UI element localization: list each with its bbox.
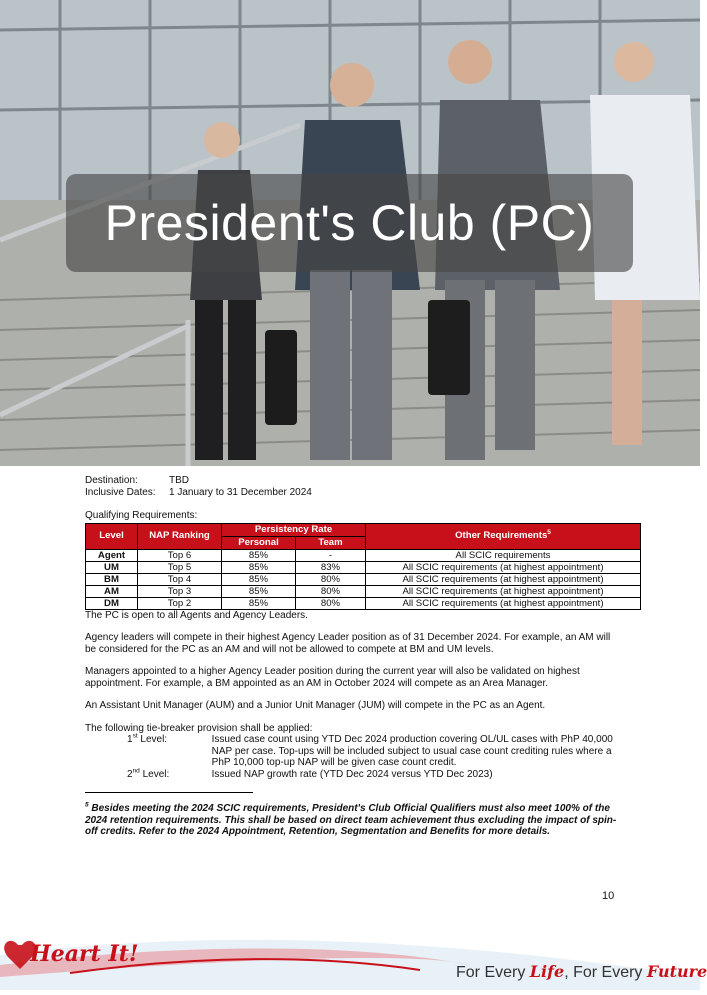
hero-photo	[0, 0, 700, 466]
tiebreaker-intro: The following tie-breaker provision shall be applied:	[85, 722, 313, 734]
footer-tagline: For Every Life, For Every Future	[456, 962, 707, 981]
col-nap-ranking: NAP Ranking	[138, 523, 222, 549]
paragraph-appointed: Managers appointed to a higher Agency Leader position during the current year will also be validated on highest appointment. For example, a BM appointed as an AM in October 2024 will compete as an Area Manager.	[85, 666, 580, 689]
requirements-heading: Qualifying Requirements:	[85, 510, 198, 521]
paragraph-open: The PC is open to all Agents and Agency Leaders.	[85, 609, 308, 621]
col-other: Other Requirements$^5$	[366, 523, 641, 549]
table-row: BM Top 4 85% 80% All SCIC requirements (at highest appointment)	[86, 573, 641, 585]
paragraph-aum: An Assistant Unit Manager (AUM) and a Junior Unit Manager (JUM) will compete in the PC as an Agent.	[85, 700, 546, 711]
page-number: 10	[602, 890, 615, 902]
heart-it-logo	[0, 931, 139, 989]
footnote: $^5$ Besides meeting the 2024 SCIC requirements, President's Club Official Qualifiers must also meet 100% of the 2024 retention requirements. This shall be based on direct team achievement thus excluding the impact of spin-off credits. Refer to the 2024 Appointment, Retention, Segmentation and Benefits for more details.	[85, 801, 617, 837]
dates-label: Inclusive Dates:	[85, 486, 156, 498]
dates-value: 1 January to 31 December 2024	[169, 486, 312, 498]
table-row: UM Top 5 85% 83% All SCIC requirements (at highest appointment)	[86, 561, 641, 573]
page-footer	[0, 925, 707, 990]
destination-value: TBD	[169, 475, 189, 486]
page-title: President's Club (PC)	[104, 195, 595, 251]
tiebreaker-label: 1st Level:	[127, 732, 168, 745]
col-team: Team	[296, 536, 366, 549]
tiebreaker-text: Issued NAP growth rate (YTD Dec 2024 versus YTD Dec 2023)	[211, 768, 493, 780]
col-personal: Personal	[222, 536, 296, 549]
tiebreaker-2	[127, 769, 620, 781]
dates-row	[85, 487, 620, 499]
logo-text: Heart It!	[30, 941, 139, 967]
table-row: AM Top 3 85% 80% All SCIC requirements (at highest appointment)	[86, 585, 641, 597]
footnote-divider	[85, 792, 253, 793]
title-overlay	[66, 174, 633, 272]
footnote-number: 5	[85, 801, 89, 809]
paragraph-compete: Agency leaders will compete in their highest Agency Leader position as of 31 December 2024. For example, an AM will be considered for the PC as an AM and will not be allowed to compete at BM and UM levels.	[85, 632, 611, 655]
destination-row	[85, 475, 620, 487]
requirements-table	[85, 523, 641, 610]
tiebreaker-1	[127, 734, 620, 769]
table-row: DM Top 2 85% 80% All SCIC requirements (at highest appointment)	[86, 597, 641, 609]
document-body	[85, 475, 620, 838]
footnote-ref: 5	[547, 529, 551, 537]
tiebreaker-text: Issued case count using YTD Dec 2024 production covering OL/UL cases with PhP 40,000 NAP per case. Top-ups will be included subject to usual case count crediting rules where a PhP 10,000 top-up NAP will be given case count credit.	[211, 734, 613, 768]
tiebreaker-label: 2nd Level:	[127, 767, 170, 780]
col-persistency: Persistency Rate	[222, 523, 366, 536]
table-row: Agent Top 6 85% - All SCIC requirements	[86, 549, 641, 561]
destination-label: Destination:	[85, 475, 138, 486]
col-level: Level	[86, 523, 138, 549]
